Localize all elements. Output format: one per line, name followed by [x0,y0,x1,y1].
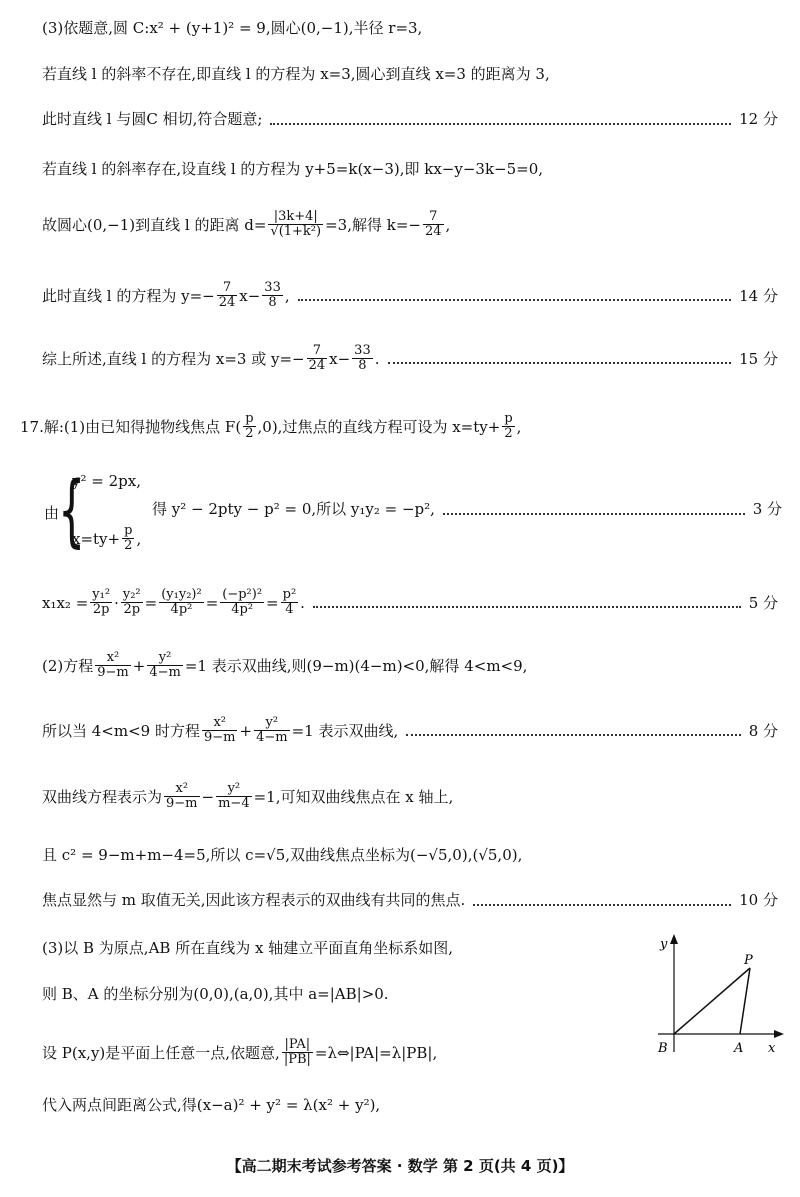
fraction: $\frac{\text{y₁²}}{2p}$ [92,587,111,617]
fraction: $\frac{p}{2}$ [124,523,133,553]
fraction: $\frac{33}{8}$ [264,280,281,310]
segment-pa [740,968,750,1034]
fraction: $\frac{|PA|}{|PB|}$ [283,1037,311,1067]
score-label: 15 分 [739,349,778,368]
line-summary: 综上所述,直线 l 的方程为 x=3 或 y=− $\frac{7}{24}$ x− $\frac{33}{8}$ . 15 分 [42,343,778,373]
fraction: $\frac{7}{24}$ [308,343,326,373]
line-distance: 故圆心(0,−1)到直线 l 的距离 d= $\frac{|3k+4|}{\text{√(1+k²)}}$ =3,解得 k=− $\frac{7}{24}$ , [42,209,451,239]
fraction: $\frac{\text{y²}}{4-m}$ [149,650,181,680]
score-label: 10 分 [739,891,778,909]
line-line-equation: 此时直线 l 的方程为 y=− $\frac{7}{24}$ x− $\frac{33}{8}$ , 14 分 [42,280,778,310]
line-hyperbola-range: 所以当 4<m<9 时方程 $\frac{\text{x²}}{9-m}$ + $\frac{\text{y²}}{4-m}$ =1 表示双曲线, 8 分 [42,715,778,745]
fraction: $\frac{\text{y₂²}}{2p}$ [122,587,141,617]
equation-system: 由 { y² = 2px, x=ty+ $\frac{p}{2}$ , 得 y² − 2pty − p² = 0,所以 y₁y₂ = −p², 3 分 [44,466,782,556]
line-slope-exists: 若直线 l 的斜率存在,设直线 l 的方程为 y+5=k(x−3),即 kx−y−3k−5=0, [42,160,544,178]
line-slope-undefined: 若直线 l 的斜率不存在,即直线 l 的方程为 x=3,圆心到直线 x=3 的距离为 3, [42,65,550,83]
line-tangent-ok: 此时直线 l 与圆C 相切,符合题意; 12 分 [42,110,778,128]
fraction: $\frac{\text{x²}}{9-m}$ [203,715,236,745]
fraction: $\frac{7}{24}$ [218,280,236,310]
line-hyperbola-condition: (2)方程 $\frac{\text{x²}}{9-m}$ + $\frac{\text{y²}}{4-m}$ =1 表示双曲线,则(9−m)(4−m)<0,解得 4<m<9, [42,650,528,680]
y-axis-arrow [670,934,678,944]
line-circle-equation: (3)依题意,圆 C:x² + (y+1)² = 9,圆心(0,−1),半径 r=3, [42,19,423,37]
line-q17-start: 17.解:(1)由已知得抛物线焦点 F( $\frac{p}{2}$ ,0),过焦点的直线方程可设为 x=ty+ $\frac{p}{2}$ , [20,411,522,441]
line-common-focus: 焦点显然与 m 取值无关,因此该方程表示的双曲线有共同的焦点. 10 分 [42,891,778,909]
line-distance-formula: 代入两点间距离公式,得(x−a)² + y² = λ(x² + y²), [42,1096,381,1114]
fraction: $\frac{\text{(−p²)²}}{\text{4p²}}$ [222,587,263,617]
dotted-leader [473,903,731,906]
fraction: $\frac{\text{x²}}{9-m}$ [166,781,198,811]
fraction: $\frac{\text{(y₁y₂)²}}{\text{4p²}}$ [161,587,202,617]
fraction: $\frac{\text{p²}}{4}$ [282,587,297,617]
dotted-leader [443,512,745,515]
score-label: 12 分 [739,110,778,128]
x-axis-label: x [768,1041,776,1056]
fraction: $\frac{7}{24}$ [424,209,442,239]
line-ratio: 设 P(x,y)是平面上任意一点,依题意, $\frac{|PA|}{|PB|}$ =λ⇔|PA|=λ|PB|, [42,1037,438,1067]
line-focus-coords: 且 c² = 9−m+m−4=5,所以 c=√5,双曲线焦点坐标为(−√5,0),(√5,0), [42,846,523,864]
fraction: $\frac{\text{x²}}{9-m}$ [97,650,129,680]
fraction: $\frac{\text{y²}}{m-4}$ [218,781,250,811]
line-hyperbola-form: 双曲线方程表示为 $\frac{\text{x²}}{9-m}$ − $\frac{\text{y²}}{m-4}$ =1,可知双曲线焦点在 x 轴上, [42,781,454,811]
line-x1x2: x₁x₂ = $\frac{\text{y₁²}}{2p}$ · $\frac{\text{y₂²}}{2p}$ = $\frac{\text{(y₁y₂)²}}{\text{4p²}}$ = $\frac{\text{(−p²)²}}{\text{4p²}}$ = $\frac{\text{p²}}{4}$ . 5 分 [42,587,778,617]
point-a-label: A [734,1041,744,1056]
segment-bp [674,968,750,1034]
dotted-leader [313,605,741,608]
score-label: 3 分 [752,500,782,518]
dotted-leader [388,361,732,364]
point-p-label: P [744,953,753,968]
dotted-leader [406,733,740,736]
point-b-label: B [658,1041,668,1056]
fraction: $\frac{|3k+4|}{\text{√(1+k²)}}$ [270,209,322,239]
dotted-leader [270,122,731,125]
fraction: $\frac{33}{8}$ [354,343,371,373]
page-footer: 【高二期末考试参考答案 · 数学 第 2 页(共 4 页)】 [226,1157,574,1175]
fraction: $\frac{p}{2}$ [245,411,254,441]
line-coordinate-setup: (3)以 B 为原点,AB 所在直线为 x 轴建立平面直角坐标系如图, [42,939,453,957]
score-label: 8 分 [748,721,778,740]
y-axis-label: y [660,937,668,952]
line-ba-coords: 则 B、A 的坐标分别为(0,0),(a,0),其中 a=|AB|>0. [42,985,389,1003]
x-axis-arrow [774,1030,784,1038]
score-label: 5 分 [748,593,778,612]
fraction: $\frac{p}{2}$ [504,411,513,441]
fraction: $\frac{\text{y²}}{4-m}$ [256,715,288,745]
score-label: 14 分 [739,286,778,305]
left-brace: { [58,466,86,556]
coordinate-figure [640,930,790,1060]
dotted-leader [298,298,732,301]
